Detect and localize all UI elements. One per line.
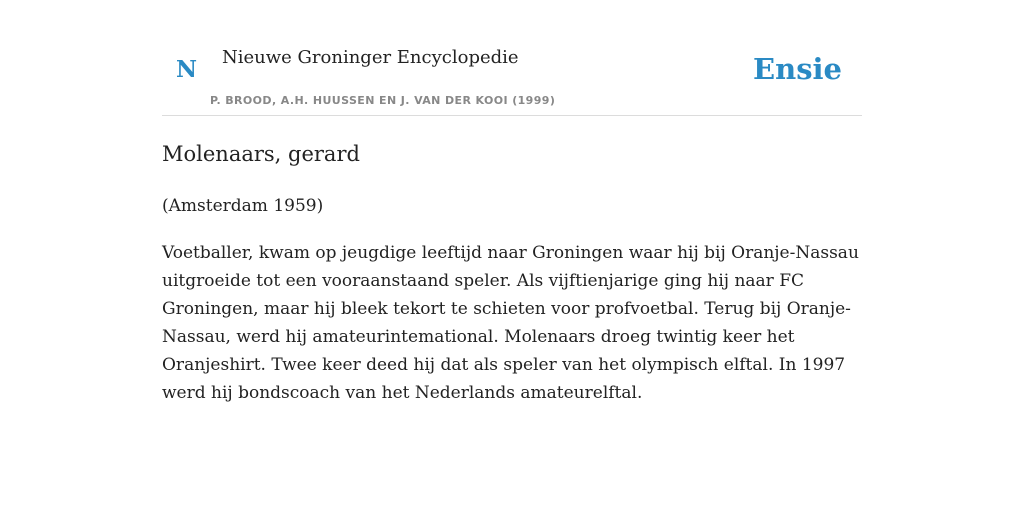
entry-title: Molenaars, gerard [162,142,360,166]
authors-line: P. BROOD, A.H. HUUSSEN EN J. VAN DER KOOI (1999) [210,94,556,107]
entry-body-line: Voetballer, kwam op jeugdige leeftijd naar Groningen waar hij bij Oranje-Nassau [162,243,859,263]
entry-body-line: uitgroeide tot een vooraanstaand speler. Als vijftienjarige ging hij naar FC [162,271,804,291]
entry-subtitle: (Amsterdam 1959) [162,196,324,216]
book-title: Nieuwe Groninger Encyclopedie [222,47,519,68]
entry-body [162,239,862,407]
entry-body-line: Oranjeshirt. Twee keer deed hij dat als speler van het olympisch elftal. In 1997 [162,355,846,375]
entry-body-line: werd hij bondscoach van het Nederlands amateurelftal. [162,383,643,403]
entry-body-line: Groningen, maar hij bleek tekort te schieten voor profvoetbal. Terug bij Oranje- [162,299,851,319]
encyclopedia-logo-link[interactable]: N [176,56,198,83]
ensie-brand-link[interactable]: Ensie [753,52,842,86]
page [162,0,862,403]
entry-body-line: Nassau, werd hij amateurintemational. Molenaars droeg twintig keer het [162,327,795,347]
source-header [162,0,862,116]
